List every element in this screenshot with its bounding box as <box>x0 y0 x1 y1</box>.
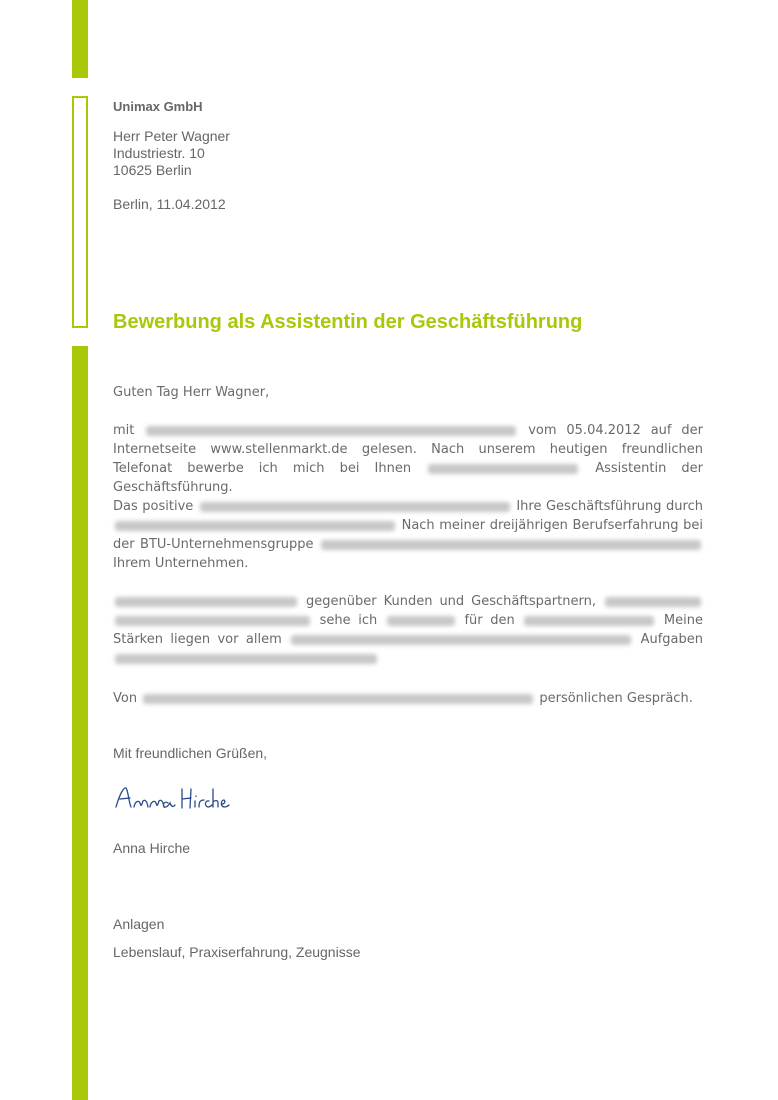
redacted-text <box>115 521 395 531</box>
accent-bar-top <box>72 0 88 78</box>
paragraph-4-text-b: persönlichen Gespräch. <box>539 691 693 706</box>
recipient-address <box>113 128 703 179</box>
letter-subject: Bewerbung als Assistentin der Geschäftsführung <box>113 311 583 333</box>
redacted-text <box>291 635 631 645</box>
paragraph-3-text-a: gegenüber Kunden und Geschäftspartnern, <box>306 594 596 609</box>
redacted-text <box>524 616 654 626</box>
salutation: Guten Tag Herr Wagner, <box>113 385 270 400</box>
redacted-text <box>143 694 533 704</box>
redacted-text <box>605 597 701 607</box>
paragraph-4 <box>113 689 703 708</box>
redacted-text <box>321 540 701 550</box>
signer-name: Anna Hirche <box>113 840 191 856</box>
paragraph-3-text-e: Aufgaben <box>640 632 704 647</box>
recipient-company: Unimax GmbH <box>113 99 203 114</box>
paragraph-1-text-c: Assistentin der Geschäftsführung. <box>113 461 703 495</box>
paragraph-2 <box>113 497 703 573</box>
recipient-contact: Herr Peter Wagner <box>113 128 230 144</box>
recipient-city: 10625 Berlin <box>113 162 192 178</box>
attachments-list: Lebenslauf, Praxiserfahrung, Zeugnisse <box>113 944 361 960</box>
attachments-label: Anlagen <box>113 916 165 932</box>
paragraph-3-text-b: sehe ich <box>319 613 378 628</box>
closing-phrase: Mit freundlichen Grüßen, <box>113 745 268 761</box>
redacted-text <box>200 502 510 512</box>
paragraph-3-text-c: für den <box>464 613 515 628</box>
paragraph-1-text-a: mit <box>113 423 135 438</box>
paragraph-1 <box>113 421 703 497</box>
handwritten-signature-icon <box>112 781 252 821</box>
redacted-text <box>428 464 578 474</box>
redacted-text <box>115 654 377 664</box>
paragraph-2-text-b: Ihre Geschäftsführung durch <box>516 499 703 514</box>
paragraph-3 <box>113 592 703 668</box>
accent-frame-address <box>72 96 88 328</box>
paragraph-2-text-d: Ihrem Unternehmen. <box>113 556 249 571</box>
accent-bar-bottom <box>72 346 88 1100</box>
letter-date: Berlin, 11.04.2012 <box>113 196 226 212</box>
recipient-street: Industriestr. 10 <box>113 145 205 161</box>
paragraph-4-text-a: Von <box>113 691 138 706</box>
paragraph-1-text-b: vom 05.04.2012 auf der Internetseite www.stellenmarkt.de gelesen. Nach unserem heutigen freundlichen Telefonat bewerbe ich mich bei Ihnen <box>113 423 703 476</box>
redacted-text <box>387 616 455 626</box>
paragraph-3-text-d: Meine Stärken liegen vor allem <box>113 613 703 647</box>
paragraph-2-text-c: Nach meiner dreijährigen Berufserfahrung bei der BTU-Unternehmensgruppe <box>113 518 703 552</box>
redacted-text <box>115 597 297 607</box>
redacted-text <box>146 426 516 436</box>
redacted-text <box>115 616 310 626</box>
paragraph-2-text-a: Das positive <box>113 499 194 514</box>
